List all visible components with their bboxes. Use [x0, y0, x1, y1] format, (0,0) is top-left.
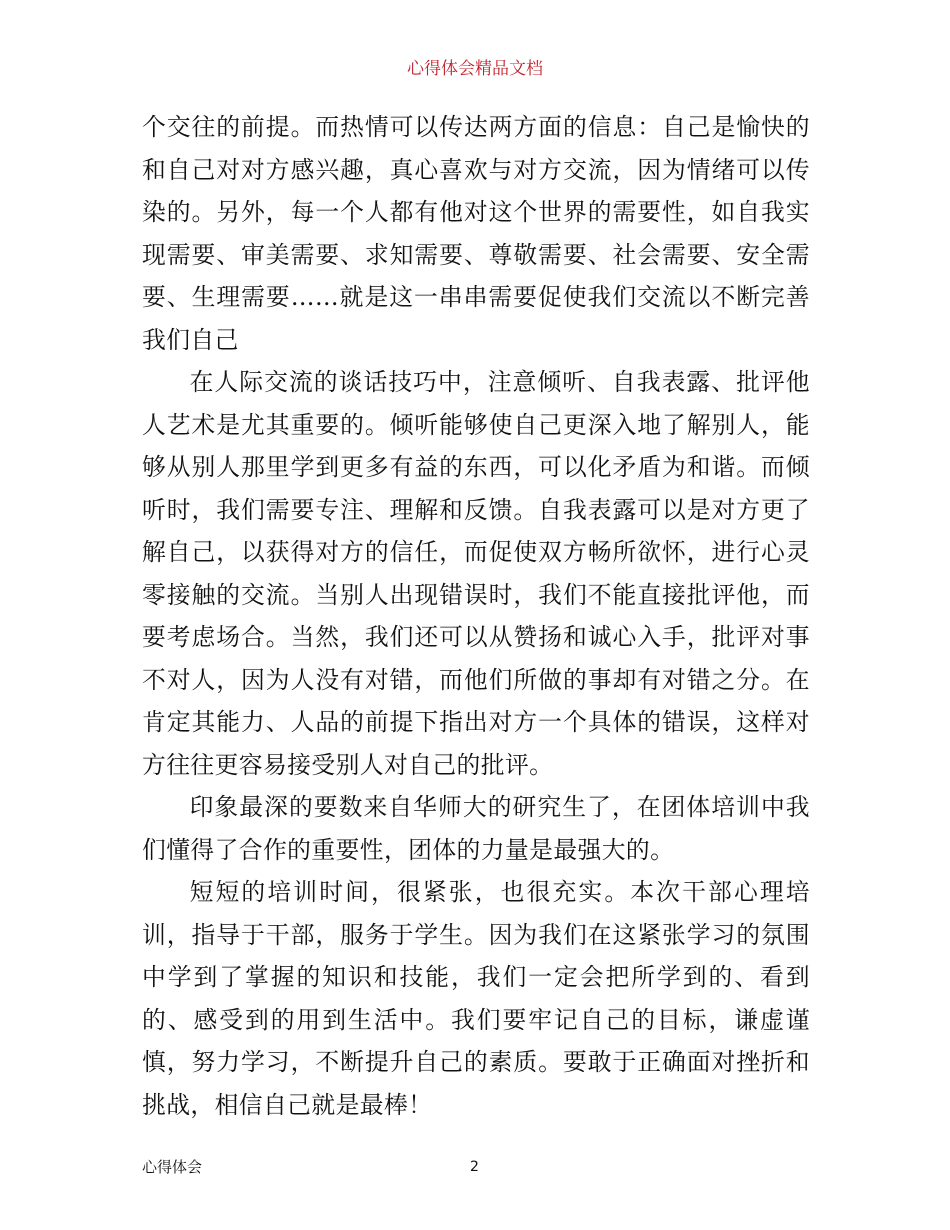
paragraph-2: 在人际交流的谈话技巧中，注意倾听、自我表露、批评他人艺术是尤其重要的。倾听能够使自己更深入地了解别人，能够从别人那里学到更多有益的东西，可以化矛盾为和谐。而倾听时，我们需要专注、理解和反馈。自我表露可以是对方更了解自己，以获得对方的信任，而促使双方畅所欲怀，进行心灵零接触的交流。当别人出现错误时，我们不能直接批评他，而要考虑场合。当然，我们还可以从赞扬和诚心入手，批评对事不对人，因为人没有对错，而他们所做的事却有对错之分。在肯定其能力、人品的前提下指出对方一个具体的错误，这样对方往往更容易接受别人对自己的批评。 — [142, 368, 810, 779]
page-header-title: 心得体会精品文档 — [407, 59, 543, 79]
paragraph-1: 个交往的前提。而热情可以传达两方面的信息：自己是愉快的和自己对对方感兴趣，真心喜欢与对方交流，因为情绪可以传染的。另外，每一个人都有他对这个世界的需要性，如自我实现需要、审美需要、求知需要、尊敬需要、社会需要、安全需要、生理需要……就是这一串串需要促使我们交流以不断完善我们自己 — [142, 113, 810, 354]
page-number: 2 — [470, 1159, 479, 1175]
footer-label: 心得体会 — [142, 1158, 203, 1176]
page-footer — [142, 1156, 810, 1178]
document-body — [142, 106, 810, 1126]
paragraph-3: 印象最深的要数来自华师大的研究生了，在团体培训中我们懂得了合作的重要性，团体的力量是最强大的。 — [142, 793, 810, 864]
paragraph-4: 短短的培训时间，很紧张，也很充实。本次干部心理培训，指导于干部，服务于学生。因为我们在这紧张学习的氛围中学到了掌握的知识和技能，我们一定会把所学到的、看到的、感受到的用到生活中。我们要牢记自己的目标，谦虚谨慎，努力学习，不断提升自己的素质。要敢于正确面对挫折和挑战，相信自己就是最棒！ — [142, 878, 810, 1119]
